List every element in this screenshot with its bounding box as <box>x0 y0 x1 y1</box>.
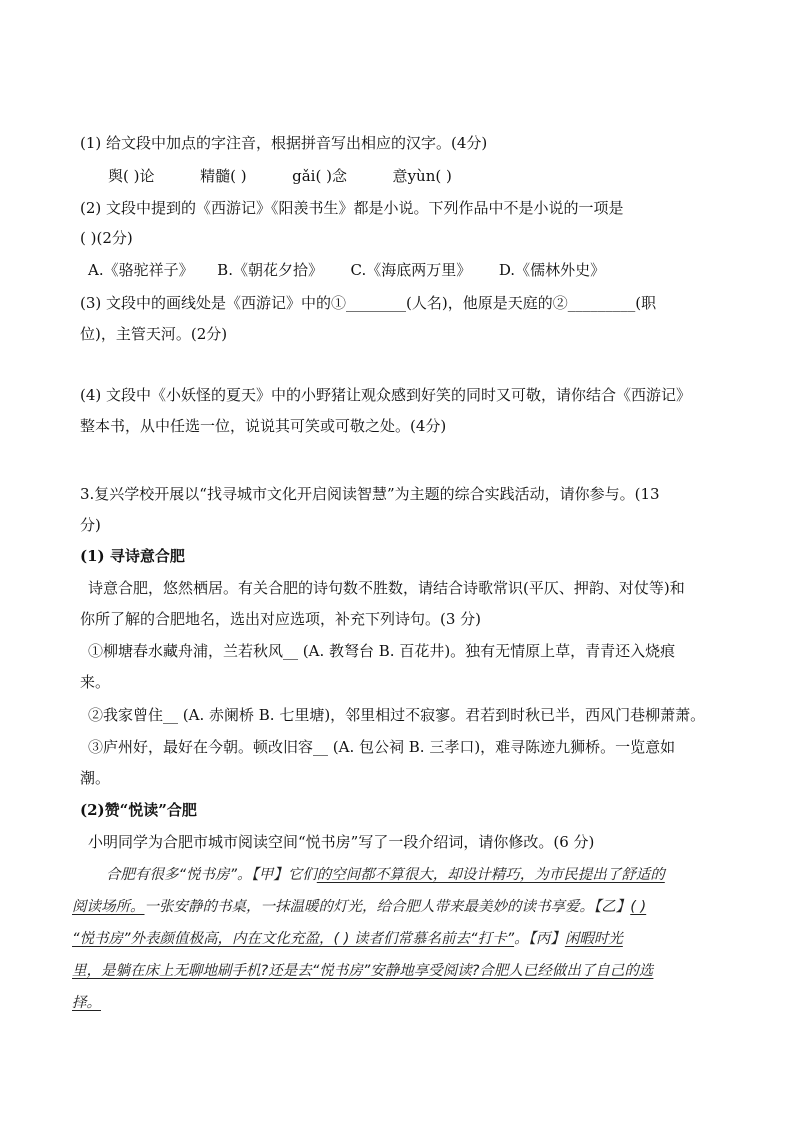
option-a: A.《骆驼祥子》 <box>88 261 194 279</box>
passage-underline-bing: 闲暇时光 <box>564 931 623 947</box>
item-gai-suffix: 念 <box>331 167 347 185</box>
q3-poem1-line2: 来。 <box>80 673 111 691</box>
q3-section1-heading: (1) 寻诗意合肥 <box>80 547 185 565</box>
item-gai-blank: ( ) <box>315 167 332 185</box>
q2-part1-prompt: (1) 给文段中加点的字注音，根据拼音写出相应的汉字。(4分) <box>80 134 488 152</box>
item-gai-pinyin: gǎi <box>292 167 316 185</box>
q2-part4-prompt-line1: (4) 文段中《小妖怪的夏天》中的小野猪让观众感到好笑的同时又可敬，请你结合《西游记》 <box>80 386 692 404</box>
q3-poem2-line: ②我家曾住__ (A. 赤阑桥 B. 七里塘)，邻里相过不寂寥。君若到时秋已半，西风门巷柳萧萧。 <box>88 706 706 724</box>
q3-section1-intro-line2: 你所了解的合肥地名，选出对应选项，补充下列诗句。(3 分) <box>80 610 482 628</box>
item-yu-blank: ( ) <box>123 167 140 185</box>
passage-underline-jia: 的空间都不算很大，却设计精巧，为市民提出了舒适的 <box>316 867 665 883</box>
q3-section1-intro-line1: 诗意合肥，悠然栖居。有关合肥的诗句数不胜数，请结合诗歌常识(平仄、押韵、对仗等)和 <box>88 579 685 597</box>
q3-poem3-line1: ③庐州好，最好在今朝。顿改旧容__ (A. 包公祠 B. 三孝口)，难寻陈迹九狮桥。一览意如 <box>88 738 676 756</box>
q3-section2-heading: (2)赞“悦读”合肥 <box>80 801 197 819</box>
item-yun-blank: ( ) <box>435 167 452 185</box>
passage-line2: 阅读场所。一张安静的书桌，一抹温暖的灯光，给合肥人带来最美妙的读书享爱。【乙】( ) <box>72 899 647 915</box>
passage-blank-yi: ( ) <box>630 899 647 915</box>
q3-section2-intro: 小明同学为合肥市城市阅读空间“悦书房”写了一段介绍词，请你修改。(6 分) <box>88 833 595 851</box>
q3-title-line2: 分) <box>80 516 101 534</box>
passage-line4: 里，是躺在床上无聊地刷手机?还是去“悦书房”安静地享受阅读?合肥人已经做出了自己的选 <box>72 963 654 979</box>
option-b: B.《朝花夕拾》 <box>217 261 323 279</box>
item-yun-word: 意 <box>392 167 408 185</box>
q2-part3-prompt-line2: 位)，主管天河。(2分) <box>80 325 228 343</box>
item-jingsui-blank: ( ) <box>230 167 247 185</box>
q2-part4-prompt-line2: 整本书，从中任选一位，说说其可笑或可敬之处。(4分) <box>80 417 447 435</box>
q2-part1-items <box>108 166 452 186</box>
q3-poem3-line2: 潮。 <box>80 769 111 787</box>
item-yu-suffix: 论 <box>139 167 155 185</box>
item-jingsui-word: 精髓 <box>200 167 231 185</box>
option-d: D.《儒林外史》 <box>498 261 606 279</box>
q2-part2-prompt-line1: (2) 文段中提到的《西游记》《阳羡书生》都是小说。下列作品中不是小说的一项是 <box>80 199 624 217</box>
passage-line5: 择。 <box>72 995 101 1011</box>
q3-poem1-line1: ①柳塘春水藏舟浦，兰若秋风__ (A. 教弩台 B. 百花井)。独有无情原上草，青青还入烧痕 <box>88 642 676 660</box>
passage-line1: 合肥有很多“悦书房”。【甲】它们的空间都不算很大，却设计精巧，为市民提出了舒适的 <box>106 867 665 883</box>
q3-title-line1: 3.复兴学校开展以“找寻城市文化开启阅读智慧”为主题的综合实践活动，请你参与。(13 <box>80 485 660 503</box>
item-yun-pinyin: yùn <box>407 167 436 185</box>
item-yu-word: 舆 <box>108 167 124 185</box>
q2-part2-options <box>88 260 605 280</box>
passage-line3: “悦书房”外表颜值极高，内在文化充盈，( ) 读者们常慕名前去“打卡”。【丙】闲暇时光 <box>72 931 623 947</box>
q2-part3-prompt-line1: (3) 文段中的画线处是《西游记》中的①________(人名)，他原是天庭的②_________(职 <box>80 294 657 312</box>
q2-part2-prompt-line2: ( )(2分) <box>80 229 133 247</box>
option-c: C.《海底两万里》 <box>350 261 472 279</box>
